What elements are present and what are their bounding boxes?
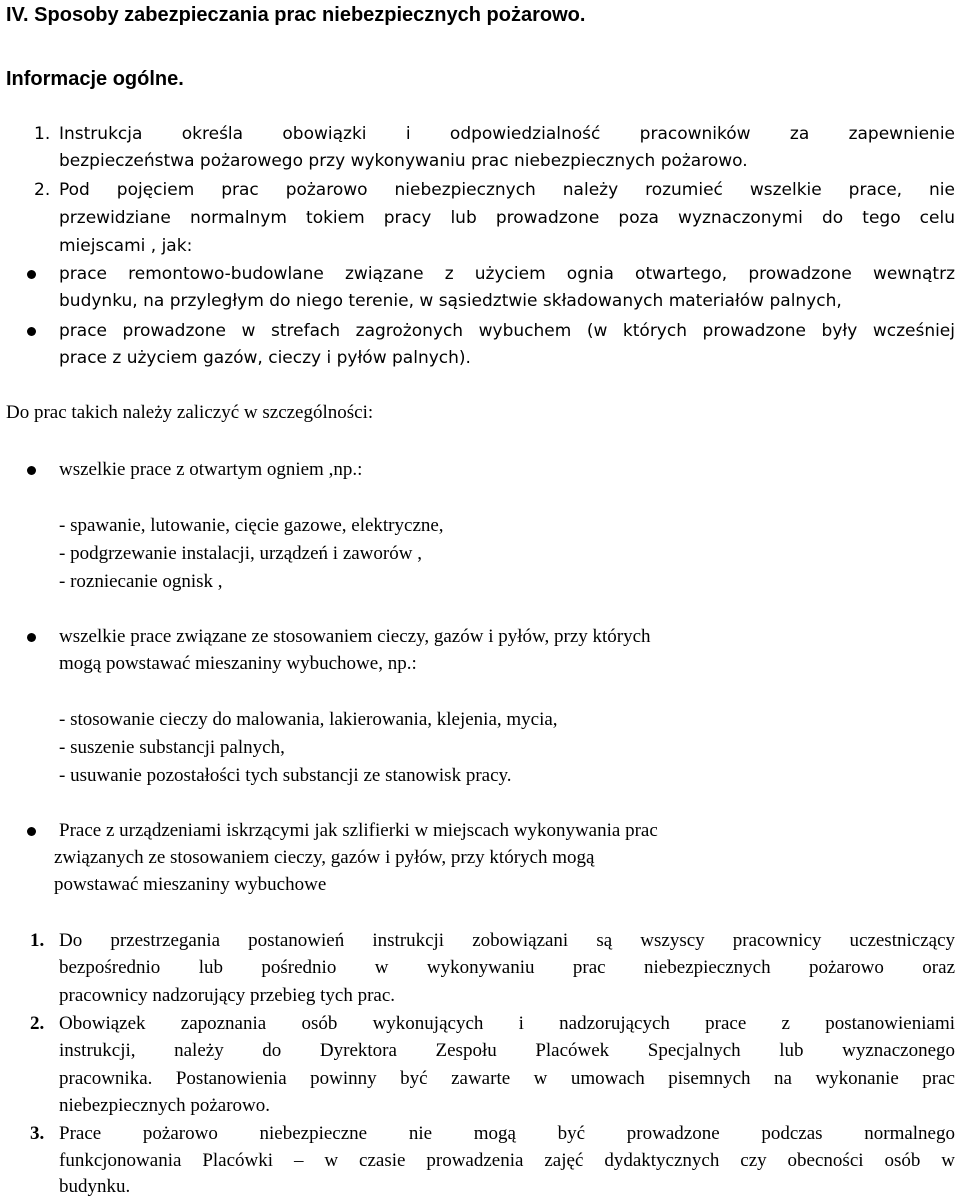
work-line: związanych ze stosowaniem cieczy, gazów i pyłów, przy których mogą [54,847,595,868]
section-heading: IV. Sposoby zabezpieczania prac niebezpiecznych pożarowo. [6,4,586,26]
bullet-icon [27,327,36,336]
rule-line: instrukcji, należy do Dyrektora Zespołu Placówek Specjalnych lub wyznaczonego [59,1040,955,1061]
work-line: wszelkie prace związane ze stosowaniem cieczy, gazów i pyłów, przy których [59,626,651,647]
work-sub-item: - rozniecanie ognisk , [59,571,223,592]
work-sub-item: - stosowanie cieczy do malowania, lakierowania, klejenia, mycia, [59,709,558,730]
bullet-icon [27,270,36,279]
intro-item-line: bezpieczeństwa pożarowego przy wykonywaniu prac niebezpiecznych pożarowo. [59,151,748,171]
intro-bullet-line: budynku, na przyległym do niego terenie, w sąsiedztwie składowanych materiałów palnych, [59,291,842,311]
rule-line: Prace pożarowo niebezpieczne nie mogą być prowadzone podczas normalnego [59,1123,955,1144]
bullet-icon [27,827,36,836]
work-line: wszelkie prace z otwartym ogniem ,np.: [59,459,363,480]
work-sub-item: - spawanie, lutowanie, cięcie gazowe, elektryczne, [59,515,444,536]
rule-line: Do przestrzegania postanowień instrukcji zobowiązani są wszyscy pracownicy uczestniczący [59,930,955,951]
intro-bullet-line: prace z użyciem gazów, cieczy i pyłów palnych). [59,348,471,368]
work-line: mogą powstawać mieszaniny wybuchowe, np.: [59,653,417,674]
intro-item-line: Pod pojęciem prac pożarowo niebezpiecznych należy rozumieć wszelkie prace, nie [59,180,955,200]
intro-item-line: przewidziane normalnym tokiem pracy lub prowadzone poza wyznaczonymi do tego celu [59,208,955,228]
rule-number: 2. [30,1013,45,1034]
intro-item-line: Instrukcja określa obowiązki i odpowiedzialność pracowników za zapewnienie [59,124,955,144]
intro-bullet-line: prace remontowo-budowlane związane z użyciem ognia otwartego, prowadzone wewnątrz [59,264,955,284]
bullet-icon [27,633,36,642]
rule-line: niebezpiecznych pożarowo. [59,1095,271,1116]
bullet-icon [27,466,36,475]
intro-item-number: 1. [34,124,51,144]
rule-line: budynku. [59,1176,131,1197]
work-sub-item: - suszenie substancji palnych, [59,737,285,758]
intro-item-line: miejscami , jak: [59,236,193,256]
work-sub-item: - usuwanie pozostałości tych substancji ze stanowisk pracy. [59,765,512,786]
rule-line: bezpośrednio lub pośrednio w wykonywaniu prac niebezpiecznych pożarowo oraz [59,957,955,978]
intro-item-number: 2. [34,180,51,200]
rule-line: funkcjonowania Placówki – w czasie prowadzenia zajęć dydaktycznych czy obecności osób w [59,1150,955,1171]
works-intro: Do prac takich należy zaliczyć w szczególności: [6,402,374,423]
intro-bullet-line: prace prowadzone w strefach zagrożonych wybuchem (w których prowadzone były wcześniej [59,321,955,341]
work-line: powstawać mieszaniny wybuchowe [54,874,327,895]
rule-number: 1. [30,930,45,951]
work-line: Prace z urządzeniami iskrzącymi jak szlifierki w miejscach wykonywania prac [59,820,658,841]
rule-number: 3. [30,1123,45,1144]
rule-line: Obowiązek zapoznania osób wykonujących i nadzorujących prace z postanowieniami [59,1013,955,1034]
rule-line: pracownicy nadzorujący przebieg tych prac. [59,985,396,1006]
rule-line: pracownika. Postanowienia powinny być zawarte w umowach pisemnych na wykonanie prac [59,1068,955,1089]
section-subheading: Informacje ogólne. [6,68,184,90]
work-sub-item: - podgrzewanie instalacji, urządzeń i zaworów , [59,543,422,564]
